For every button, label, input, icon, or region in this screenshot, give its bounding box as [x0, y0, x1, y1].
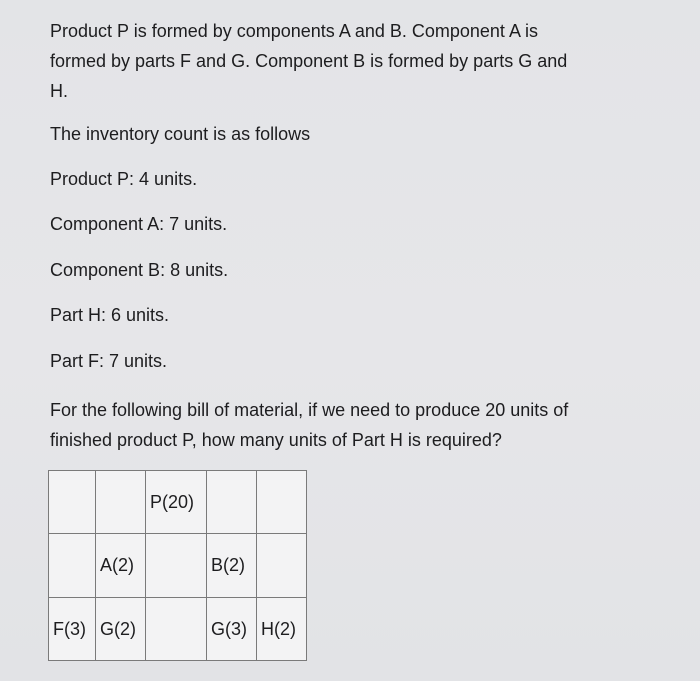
table-cell: [257, 471, 307, 534]
table-cell: [49, 534, 96, 598]
table-cell: [257, 534, 307, 598]
bill-of-material-table: [48, 470, 307, 661]
inventory-header: The inventory count is as follows: [50, 124, 311, 144]
bom-node-g-under-a: G(2): [100, 618, 136, 639]
intro-paragraph: [50, 16, 650, 106]
table-cell: [207, 598, 257, 661]
bom-node-a: A(2): [100, 555, 135, 575]
question-line: For the following bill of material, if we need to produce 20 units of: [50, 400, 569, 420]
table-cell: [96, 598, 146, 661]
table-row: [49, 534, 307, 598]
inventory-component-a: Component A: 7 units.: [50, 214, 228, 234]
bom-node-g-under-b: G(3): [211, 618, 247, 639]
table-cell: [96, 534, 146, 598]
table-cell: [146, 471, 207, 534]
inventory-part-f: Part F: 7 units.: [50, 351, 168, 371]
table-cell: [207, 534, 257, 598]
inventory-product-p: Product P: 4 units.: [50, 169, 198, 189]
table-row: [49, 598, 307, 661]
table-cell: [207, 471, 257, 534]
table-cell: [146, 598, 207, 661]
table-cell: [146, 534, 207, 598]
bom-node-f: F(3): [53, 618, 86, 639]
inventory-part-h: Part H: 6 units.: [50, 305, 170, 325]
question-paragraph: [50, 395, 650, 455]
intro-line: formed by parts F and G. Component B is formed by parts G and: [50, 51, 568, 71]
bom-node-b: B(2): [211, 555, 246, 575]
table-cell: [49, 598, 96, 661]
inventory-component-b: Component B: 8 units.: [50, 260, 229, 280]
table-row: [49, 471, 307, 534]
question-line: finished product P, how many units of Part H is required?: [50, 430, 502, 450]
table-cell: [257, 598, 307, 661]
table-cell: [96, 471, 146, 534]
table-cell: [49, 471, 96, 534]
bom-node-h: H(2): [261, 618, 296, 639]
intro-line: Product P is formed by components A and B. Component A is: [50, 21, 538, 41]
intro-line: H.: [50, 81, 68, 101]
bom-node-p: P(20): [150, 491, 195, 512]
